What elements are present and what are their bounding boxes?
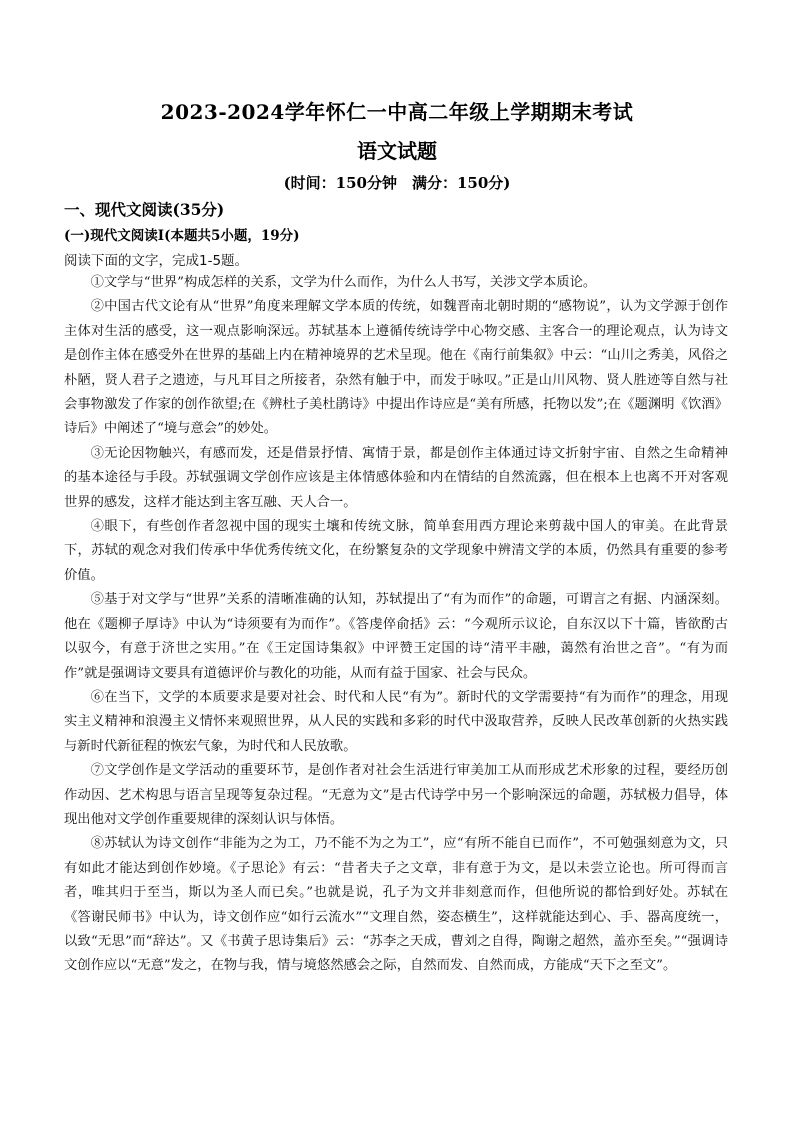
paragraph-2: ②中国古代文论有从“世界”角度来理解文学本质的传统，如魏晋南北朝时期的“感物说”，认为文学源于创作主体对生活的感受，这一观点影响深远。苏轼基本上遵循传统诗学中心物交感、主客合一的理论观点，认为诗文是创作主体在感受外在世界的基础上内在精神境界的艺术呈现。他在《南行前集叙》中云：“山川之秀美，风俗之朴陋，贤人君子之遗迹，与凡耳目之所接者，杂然有触于中，而发于咏叹。”正是山川风物、贤人胜迹等自然与社会事物激发了作家的创作欲望;在《辨杜子美杜鹃诗》中提出作诗应是“美有所感，托物以发”;在《题渊明《饮酒》诗后》中阐述了“境与意会”的妙处。 xyxy=(64,299,728,437)
paragraph-7: ⑦文学创作是文学活动的重要环节，是创作者对社会生活进行审美加工从而形成艺术形象的过程，要经历创作动因、艺术构思与语言呈现等复杂过程。“无意为文”是古代诗学中另一个影响深远的命题，苏轼极力倡导，体现出他对文学创作重要规律的深刻认识与体悟。 xyxy=(64,763,728,827)
exam-title: 2023-2024学年怀仁一中高二年级上学期期末考试 xyxy=(160,100,634,124)
reading-instruction: 阅读下面的文字，完成1-5题。 xyxy=(64,253,249,269)
passage-body xyxy=(64,271,728,979)
paragraph-5: ⑤基于对文学与“世界”关系的清晰准确的认知，苏轼提出了“有为而作”的命题，可谓言之有据、内涵深刻。他在《题柳子厚诗》中认为“诗须要有为而作”。《答虔倅俞括》云：“今观所示议论，自东汉以下十篇，皆欲酌古以驭今，有意于济世之实用。”在《王定国诗集叙》中评赞王定国的诗“清平丰融，蔼然有治世之音”。“有为而作”就是强调诗文要具有道德评价与教化的功能，从而有益于国家、社会与民众。 xyxy=(64,592,728,681)
section-subheading: (一)现代文阅读Ⅰ(本题共5小题，19分) xyxy=(64,228,300,244)
subject-title: 语文试题 xyxy=(357,139,437,163)
section-heading: 一、现代文阅读(35分) xyxy=(64,200,225,219)
exam-info: (时间：150分钟 满分：150分) xyxy=(283,174,511,192)
paragraph-3: ③无论因物触兴，有感而发，还是借景抒情、寓情于景，都是创作主体通过诗文折射宇宙、自然之生命精神的基本途径与手段。苏轼强调文学创作应该是主体情感体验和内在情结的自然流露，但在根本上也离不开对客观世界的感发，这样才能达到主客互融、天人合一。 xyxy=(64,445,728,510)
paragraph-1: ①文学与“世界”构成怎样的关系，文学为什么而作，为什么人书写，关涉文学本质论。 xyxy=(90,275,597,290)
paragraph-4: ④眼下，有些创作者忽视中国的现实土壤和传统文脉，简单套用西方理论来剪裁中国人的审美。在此背景下，苏轼的观念对我们传承中华优秀传统文化，在纷繁复杂的文学现象中辨清文学的本质，仍然具有重要的参考价值。 xyxy=(64,519,728,583)
paragraph-6: ⑥在当下，文学的本质要求是要对社会、时代和人民“有为”。新时代的文学需要持“有为而作”的理念，用现实主义精神和浪漫主义情怀来观照世界，从人民的实践和多彩的时代中汲取营养，反映人民改革创新的火热实践与新时代新征程的恢宏气象，为时代和人民放歌。 xyxy=(64,689,728,754)
paragraph-8: ⑧苏轼认为诗文创作“非能为之为工，乃不能不为之为工”，应“有所不能自已而作”，不可勉强刻意为文，只有如此才能达到创作妙境。《子思论》有云：“昔者夫子之文章，非有意于为文，是以未尝立论也。所可得而言者，唯其归于至当，斯以为圣人而已矣。”也就是说，孔子为文并非刻意而作，但他所说的都恰到好处。苏轼在《答谢民师书》中认为，诗文创作应“如行云流水”“文理自然，姿态横生”，这样就能达到心、手、器高度统一，以致“无思”而“辞达”。又《书黄子思诗集后》云：“苏李之天成，曹刘之自得，陶谢之超然，盖亦至矣。”“强调诗文创作应以“无意”发之，在物与我，情与境悠然感会之际，自然而发、自然而成，方能成“天下之至文”。 xyxy=(64,836,728,974)
